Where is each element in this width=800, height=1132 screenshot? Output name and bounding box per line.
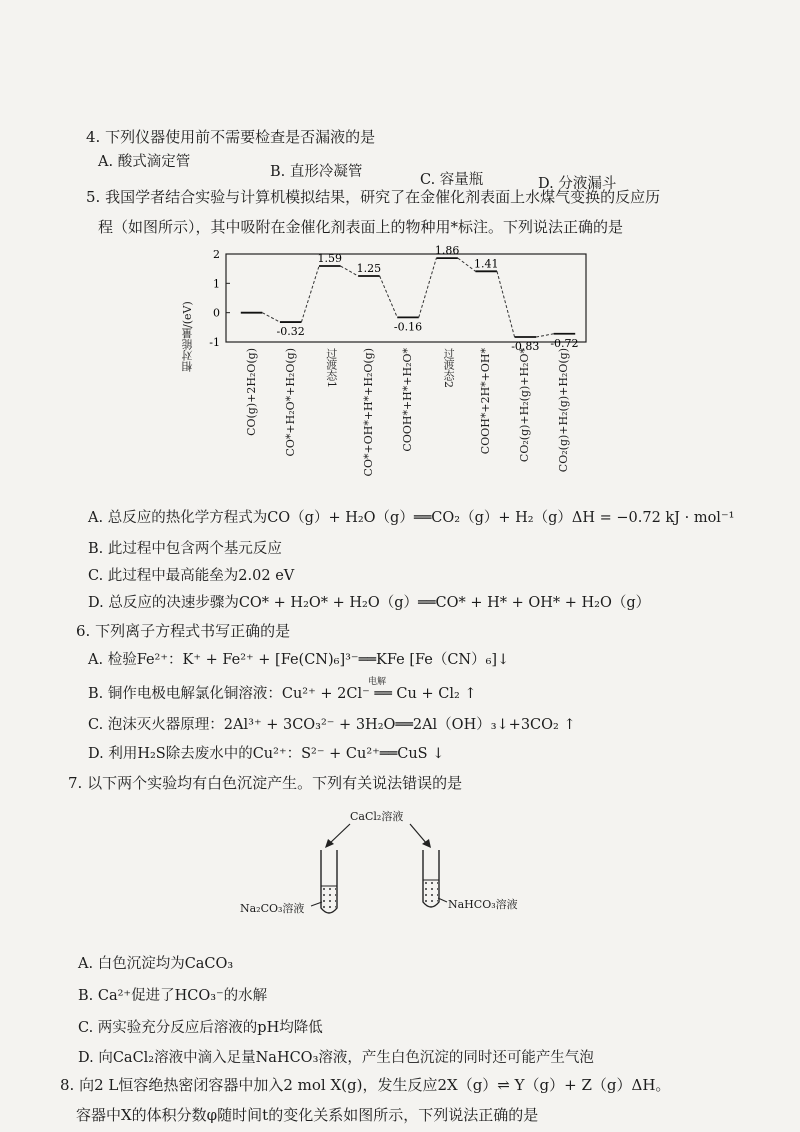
q5-stem-line2: 程（如图所示），其中吸附在金催化剂表面上的物种用*标注。下列说法正确的是 [98, 218, 624, 236]
q5-option-c: C. 此过程中最高能垒为2.02 eV [88, 568, 295, 584]
q4-stem: 4. 下列仪器使用前不需要检查是否漏液的是 [86, 128, 376, 146]
data-label-6: 1.41 [473, 257, 499, 271]
q6-option-d: D. 利用H₂S除去废水中的Cu²⁺：S²⁻ + Cu²⁺══CuS ↓ [88, 746, 445, 762]
y-tick-label-0: 2 [213, 248, 220, 261]
x-label-1: CO*+H₂O*+H₂O(g) [283, 348, 297, 457]
connector-0 [262, 313, 280, 322]
connector-5 [458, 258, 476, 271]
arrow-to-right-tube [410, 824, 427, 844]
q4-option-d: D. 分液漏斗 [538, 176, 617, 192]
electrolysis-condition: 电解 [368, 677, 387, 687]
left-tube-solution [322, 886, 336, 912]
q8-stem-line1: 8. 向2 L恒容绝热密闭容器中加入2 mol X(g)，发生反应2X（g）⇌ Y（g）+ Z（g）ΔH。 [60, 1076, 671, 1094]
data-label-2: 1.59 [317, 252, 343, 266]
q6-stem: 6. 下列离子方程式书写正确的是 [76, 622, 291, 640]
arrow-to-left-tube [329, 824, 350, 844]
q5-option-b: B. 此过程中包含两个基元反应 [88, 541, 282, 557]
connector-3 [380, 276, 398, 317]
q4-option-b: B. 直形冷凝管 [270, 164, 363, 180]
q8-stem-line2: 容器中X的体积分数φ随时间t的变化关系如图所示，下列说法正确的是 [76, 1106, 539, 1124]
q6-option-b: B. 铜作电极电解氯化铜溶液：Cu²⁺ + 2Cl⁻ ══ Cu + Cl₂ ↑ [88, 686, 477, 702]
data-label-8: -0.72 [550, 336, 579, 350]
q5-stem-line1: 5. 我国学者结合实验与计算机模拟结果，研究了在金催化剂表面上水煤气变换的反应历 [86, 188, 661, 206]
x-label-0: CO(g)+2H₂O(g) [244, 348, 258, 436]
q5-option-d: D. 总反应的决速步骤为CO* + H₂O* + H₂O（g）══CO* + H* + OH* + H₂O（g） [88, 595, 651, 611]
x-label-7: CO₂(g)+H₂(g)+H₂O* [518, 348, 532, 463]
y-tick-label-1: 1 [213, 277, 220, 291]
x-label-4: COOH*+H*+H₂O* [401, 348, 414, 452]
q6-option-c: C. 泡沫灭火器原理：2Al³⁺ + 3CO₃²⁻ + 3H₂O══2Al（OH）₃↓+3CO₂ ↑ [88, 717, 576, 733]
connector-4 [419, 258, 437, 317]
fig-label-nahco3: NaHCO₃溶液 [448, 898, 518, 911]
energy-profile-chart [196, 244, 596, 358]
right-tube-solution [424, 880, 438, 906]
x-label-8: CO₂(g)+H₂(g)+H₂O(g) [557, 348, 571, 473]
x-label-6: COOH*+2H*+OH* [479, 348, 493, 455]
test-tube-figure [225, 820, 545, 940]
data-label-5: 1.86 [434, 244, 460, 258]
q4-option-c: C. 容量瓶 [420, 172, 484, 188]
q7-option-a: A. 白色沉淀均为CaCO₃ [78, 956, 234, 972]
connector-1 [301, 266, 319, 322]
q6-option-a: A. 检验Fe²⁺：K⁺ + Fe²⁺ + [Fe(CN)₆]³⁻══KFe [Fe（CN）₆]↓ [88, 652, 510, 668]
data-label-4: -0.16 [393, 320, 423, 334]
x-label-2: 过渡态1 [324, 348, 338, 388]
y-tick-label-3: -1 [209, 336, 220, 349]
connector-2 [341, 266, 359, 276]
fig-label-cacl2: CaCl₂溶液 [350, 810, 404, 823]
data-label-3: 1.25 [356, 262, 382, 275]
q7-option-b: B. Ca²⁺促进了HCO₃⁻的水解 [78, 988, 268, 1004]
q7-option-c: C. 两实验充分反应后溶液的pH均降低 [78, 1020, 323, 1036]
connector-6 [497, 271, 515, 337]
fig-label-na2co3: Na₂CO₃溶液 [240, 902, 305, 915]
q5-option-a: A. 总反应的热化学方程式为CO（g）+ H₂O（g）══CO₂（g）+ H₂（g）ΔH = −0.72 kJ · mol⁻¹ [88, 510, 735, 526]
chart-ylabel: 相对能量/(eV) [181, 301, 194, 372]
q7-stem: 7. 以下两个实验均有白色沉淀产生。下列有关说法错误的是 [68, 774, 463, 792]
x-label-3: CO*+OH*+H*+H₂O(g) [361, 348, 375, 477]
data-label-7: -0.83 [511, 340, 540, 354]
y-tick-label-2: 0 [213, 306, 220, 320]
q7-option-d: D. 向CaCl₂溶液中滴入足量NaHCO₃溶液，产生白色沉淀的同时还可能产生气泡 [78, 1050, 594, 1066]
q4-option-a: A. 酸式滴定管 [98, 154, 191, 170]
data-label-1: -0.32 [276, 325, 305, 339]
x-label-5: 过渡态2 [442, 348, 456, 388]
